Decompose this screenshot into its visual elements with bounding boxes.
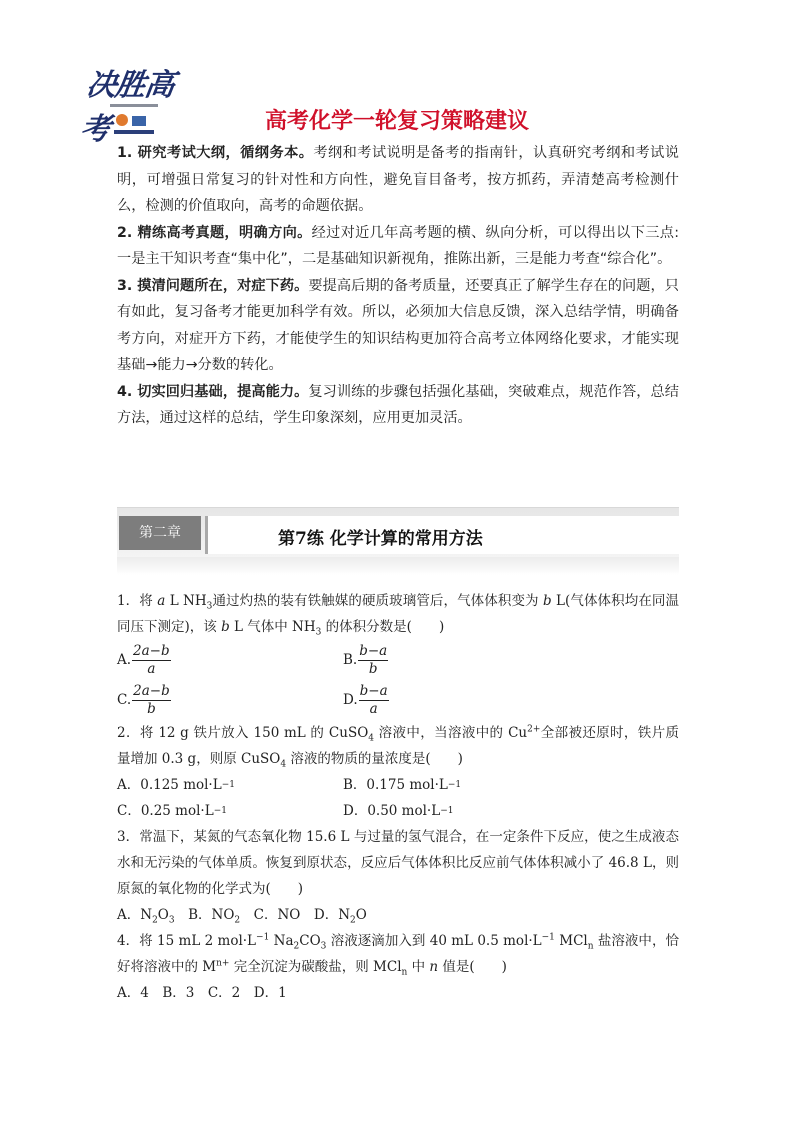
options-row — [117, 798, 679, 824]
question-1 — [117, 588, 679, 720]
logo-text: 决胜高考 — [77, 68, 177, 147]
tip-4: 4. 切实回归基础，提高能力。复习训练的步骤包括强化基础，突破难点，规范作答，总结方法，通过这样的总结，学生印象深刻，应用更加灵活。 — [117, 383, 679, 426]
question-text: 2．将 12 g 铁片放入 150 mL 的 CuSO$_4$ 溶液中，当溶液中的 $Cu^{2+}$全部被还原时，铁片质量增加 0.3 g，则原 CuSO$_4$ 溶液的物质的量浓度是( ) — [117, 724, 679, 770]
tip-1: 1. 研究考试大纲，循纲务本。考纲和考试说明是备考的指南针，认真研究考纲和考试说明，可增强日常复习的针对性和方向性，避免盲目备考，按方抓药，弄清楚高考检测什么，检测的价值取向，高考的命题依据。 — [117, 145, 679, 214]
options-row[interactable]: A．$N_2O_3$ B．$NO_2$ C．NO D．$N_2O$ — [117, 907, 367, 926]
option-c[interactable]: C. $\frac{2a-b}{b}$ — [117, 682, 170, 717]
chapter-shadow — [117, 557, 679, 575]
option-a[interactable]: A．0.125 mol·L −1 — [117, 777, 235, 793]
chapter-title: 第7练 化学计算的常用方法 — [278, 529, 483, 549]
option-d[interactable]: D．0.50 mol·L −1 — [343, 803, 454, 819]
question-text: 4．将 15 mL 2 $mol\cdot L^{-1}$ $Na_2CO_3$ 溶液逐滴加入到 40 mL 0.5 $mol\cdot L^{-1}$ MCl$_n$ 盐溶液中，恰好将溶液中的 $M^{n+}$ 完全沉淀为碳酸盐，则 MCl$_n$ 中 n 值是( ) — [117, 932, 680, 978]
question-4 — [117, 928, 679, 1006]
options-row — [117, 680, 679, 720]
question-2 — [117, 720, 679, 824]
option-c[interactable]: C．0.25 mol·L −1 — [117, 803, 227, 819]
option-a[interactable]: A. $\frac{2a-b}{a}$ — [117, 642, 170, 677]
option-d[interactable]: D. $\frac{b-a}{a}$ — [343, 682, 388, 717]
tip-3: 3. 摸清问题所在，对症下药。要提高后期的备考质量，还要真正了解学生存在的问题，只有如此，复习备考才能更加科学有效。所以，必须加大信息反馈，深入总结学情，明确备考方向，对症开方下药，才能使学生的知识结构更加符合高考立体网络化要求，才能实现基础→能力→分数的转化。 — [117, 277, 679, 373]
option-b[interactable]: B．0.175 mol·L −1 — [343, 777, 462, 793]
options-row — [117, 640, 679, 680]
question-text: 1．将 a L $NH_3$通过灼热的装有铁触媒的硬质玻璃管后，气体体积变为 b L(气体体积均在同温同压下测定)，该 b L 气体中 $NH_3$ 的体积分数是( ) — [117, 593, 680, 638]
options-row — [117, 772, 679, 798]
tip-2: 2. 精练高考真题，明确方向。经过对近几年高考题的横、纵向分析，可以得出以下三点:一是主干知识考查“集中化”，二是基础知识新视角，推陈出新，三是能力考查“综合化”。 — [117, 224, 679, 267]
chapter-title-box — [205, 516, 682, 554]
chapter-header — [117, 507, 679, 558]
question-3 — [117, 824, 679, 928]
strategy-tips — [117, 140, 679, 432]
options-row[interactable]: A．4 B．3 C．2 D．1 — [117, 985, 287, 1001]
option-b[interactable]: B. $\frac{b-a}{b}$ — [343, 642, 388, 677]
page-title: 高考化学一轮复习策略建议 — [264, 109, 529, 134]
chapter-tab: 第二章 — [119, 516, 201, 550]
question-text: 3．常温下，某氮的气态氧化物 15.6 L 与过量的氢气混合，在一定条件下反应，使之生成液态水和无污染的气体单质。恢复到原状态，反应后气体体积比反应前气体体积减小了 46.8 L，则原氮的氧化物的化学式为( ) — [117, 829, 679, 897]
questions — [117, 588, 679, 1006]
